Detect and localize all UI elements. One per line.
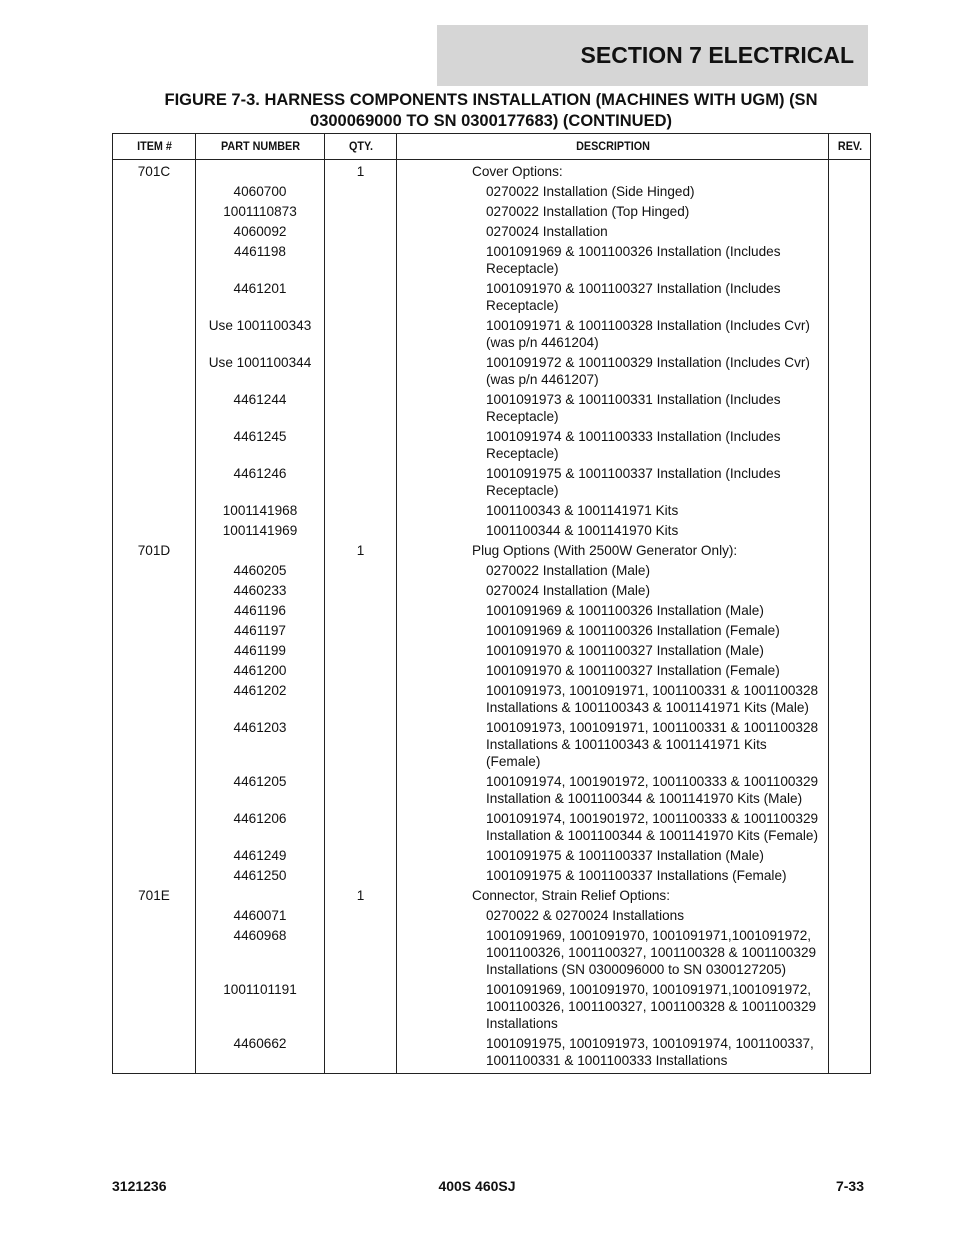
table-row [113,661,871,681]
cell-part-number: 4460662 [196,1034,325,1074]
cell-part-number: 4461198 [196,242,325,279]
cell-part-number: 4460233 [196,581,325,601]
cell-item [113,521,196,541]
cell-part-number: 4461201 [196,279,325,316]
cell-qty [325,772,397,809]
cell-item [113,427,196,464]
cell-description: 1001091975, 1001091973, 1001091974, 1001100337, 1001100331 & 1001100333 Installations [397,1034,829,1074]
table-row [113,316,871,353]
cell-description: Cover Options: [397,160,829,182]
cell-part-number: 4461205 [196,772,325,809]
cell-part-number: 4461202 [196,681,325,718]
cell-description: 0270022 Installation (Side Hinged) [397,182,829,202]
cell-part-number: Use 1001100344 [196,353,325,390]
cell-rev [829,242,871,279]
cell-item [113,501,196,521]
cell-item [113,464,196,501]
cell-part-number: 4461244 [196,390,325,427]
table-row [113,772,871,809]
cell-qty [325,521,397,541]
cell-qty [325,621,397,641]
cell-item [113,242,196,279]
cell-item [113,641,196,661]
cell-part-number: 4461197 [196,621,325,641]
cell-qty [325,718,397,772]
cell-part-number: 4060092 [196,222,325,242]
cell-description: 1001091969, 1001091970, 1001091971,1001091972, 1001100326, 1001100327, 1001100328 & 1001100329 Installations [397,980,829,1034]
cell-rev [829,222,871,242]
cell-qty [325,464,397,501]
cell-item [113,1034,196,1074]
cell-rev [829,601,871,621]
table-row [113,886,871,906]
cell-description: 1001091973 & 1001100331 Installation (Includes Receptacle) [397,390,829,427]
cell-item [113,809,196,846]
cell-rev [829,521,871,541]
cell-item [113,202,196,222]
cell-rev [829,160,871,182]
cell-qty [325,316,397,353]
cell-qty [325,601,397,621]
cell-description: 0270022 & 0270024 Installations [397,906,829,926]
table-row [113,1034,871,1074]
cell-description: 1001091974, 1001901972, 1001100333 & 1001100329 Installation & 1001100344 & 1001141970 Kits (Female) [397,809,829,846]
table-row [113,980,871,1034]
cell-part-number: 4461246 [196,464,325,501]
cell-rev [829,681,871,718]
cell-rev [829,464,871,501]
figure-title [112,90,870,132]
table-row [113,906,871,926]
section-title: SECTION 7 ELECTRICAL [580,42,854,68]
footer-page-number: 7-33 [835,1178,864,1194]
table-row [113,202,871,222]
cell-rev [829,541,871,561]
cell-qty [325,866,397,886]
table-row [113,541,871,561]
cell-rev [829,427,871,464]
cell-part-number: 1001141968 [196,501,325,521]
cell-part-number: Use 1001100343 [196,316,325,353]
cell-qty [325,182,397,202]
cell-item [113,926,196,980]
cell-description: 0270022 Installation (Top Hinged) [397,202,829,222]
table-row [113,926,871,980]
cell-rev [829,661,871,681]
cell-qty [325,427,397,464]
table-row [113,641,871,661]
table-row [113,521,871,541]
table-row [113,561,871,581]
table-row [113,242,871,279]
cell-description: 0270024 Installation [397,222,829,242]
cell-item: 701E [113,886,196,906]
cell-part-number: 4460968 [196,926,325,980]
cell-qty [325,202,397,222]
cell-qty [325,809,397,846]
cell-description: Connector, Strain Relief Options: [397,886,829,906]
cell-rev [829,926,871,980]
cell-rev [829,718,871,772]
footer-model: 400S 460SJ [438,1178,516,1194]
table-row [113,621,871,641]
figure-title-line2: 0300069000 TO SN 0300177683) (CONTINUED) [310,112,672,130]
cell-rev [829,980,871,1034]
cell-rev [829,182,871,202]
table-row [113,182,871,202]
cell-qty [325,641,397,661]
cell-qty [325,980,397,1034]
cell-part-number: 4461245 [196,427,325,464]
table-row [113,390,871,427]
cell-description: Plug Options (With 2500W Generator Only): [397,541,829,561]
cell-rev [829,866,871,886]
cell-description: 0270024 Installation (Male) [397,581,829,601]
cell-description: 1001091970 & 1001100327 Installation (Female) [397,661,829,681]
cell-rev [829,561,871,581]
cell-qty [325,926,397,980]
cell-part-number: 4460205 [196,561,325,581]
cell-rev [829,581,871,601]
table-row [113,866,871,886]
table-row [113,681,871,718]
cell-qty [325,561,397,581]
cell-item [113,182,196,202]
cell-description: 1001100343 & 1001141971 Kits [397,501,829,521]
figure-title-line1: FIGURE 7-3. HARNESS COMPONENTS INSTALLATION (MACHINES WITH UGM) (SN [164,91,818,109]
cell-item [113,222,196,242]
cell-rev [829,846,871,866]
cell-item [113,846,196,866]
cell-qty [325,353,397,390]
cell-item [113,390,196,427]
section-header [437,25,868,86]
col-header-part-number: PART NUMBER [202,134,318,160]
cell-rev [829,501,871,521]
cell-rev [829,906,871,926]
cell-part-number [196,541,325,561]
cell-rev [829,772,871,809]
cell-qty: 1 [325,541,397,561]
cell-qty [325,242,397,279]
cell-part-number: 4461206 [196,809,325,846]
cell-description: 1001091971 & 1001100328 Installation (Includes Cvr) (was p/n 4461204) [397,316,829,353]
cell-description: 1001100344 & 1001141970 Kits [397,521,829,541]
cell-rev [829,809,871,846]
cell-part-number: 4461200 [196,661,325,681]
table-row [113,222,871,242]
cell-rev [829,1034,871,1074]
cell-item [113,353,196,390]
parts-table [112,133,871,1074]
cell-description: 1001091970 & 1001100327 Installation (Male) [397,641,829,661]
cell-qty: 1 [325,160,397,182]
cell-part-number: 1001110873 [196,202,325,222]
cell-description: 1001091972 & 1001100329 Installation (Includes Cvr) (was p/n 4461207) [397,353,829,390]
col-header-qty: QTY. [328,134,393,160]
cell-rev [829,621,871,641]
col-header-description: DESCRIPTION [418,134,807,160]
cell-part-number: 4460071 [196,906,325,926]
cell-rev [829,886,871,906]
cell-item [113,601,196,621]
cell-item [113,980,196,1034]
cell-part-number: 4461199 [196,641,325,661]
cell-qty [325,846,397,866]
cell-rev [829,641,871,661]
table-row [113,464,871,501]
cell-description: 1001091969, 1001091970, 1001091971,1001091972, 1001100326, 1001100327, 1001100328 & 1001100329 Installations (SN 0300096000 to SN 0300127205) [397,926,829,980]
cell-item [113,866,196,886]
table-row [113,279,871,316]
col-header-rev: REV. [831,134,869,160]
table-row [113,160,871,182]
cell-rev [829,316,871,353]
cell-rev [829,202,871,222]
cell-item [113,681,196,718]
table-row [113,718,871,772]
cell-item [113,906,196,926]
cell-qty [325,1034,397,1074]
cell-part-number [196,160,325,182]
cell-qty [325,681,397,718]
table-row [113,846,871,866]
cell-description: 1001091973, 1001091971, 1001100331 & 1001100328 Installations & 1001100343 & 1001141971 Kits (Male) [397,681,829,718]
cell-part-number: 4461249 [196,846,325,866]
cell-item [113,561,196,581]
cell-item: 701C [113,160,196,182]
cell-description: 1001091975 & 1001100337 Installations (Female) [397,866,829,886]
cell-part-number: 4461203 [196,718,325,772]
table-row [113,427,871,464]
parts-table-body [113,160,871,1074]
table-row [113,581,871,601]
table-row [113,809,871,846]
cell-qty [325,222,397,242]
cell-part-number: 1001101191 [196,980,325,1034]
cell-part-number: 4060700 [196,182,325,202]
cell-part-number [196,886,325,906]
cell-description: 1001091975 & 1001100337 Installation (Includes Receptacle) [397,464,829,501]
cell-rev [829,390,871,427]
cell-description: 1001091974, 1001901972, 1001100333 & 1001100329 Installation & 1001100344 & 1001141970 Kits (Male) [397,772,829,809]
cell-qty [325,390,397,427]
cell-description: 1001091974 & 1001100333 Installation (Includes Receptacle) [397,427,829,464]
cell-description: 1001091969 & 1001100326 Installation (Female) [397,621,829,641]
cell-qty [325,581,397,601]
table-row [113,353,871,390]
cell-description: 1001091969 & 1001100326 Installation (Male) [397,601,829,621]
table-row [113,501,871,521]
cell-part-number: 1001141969 [196,521,325,541]
table-header-row [113,134,871,160]
cell-description: 1001091970 & 1001100327 Installation (Includes Receptacle) [397,279,829,316]
cell-item: 701D [113,541,196,561]
cell-item [113,279,196,316]
cell-part-number: 4461196 [196,601,325,621]
col-header-item: ITEM # [117,134,192,160]
cell-qty [325,661,397,681]
cell-item [113,661,196,681]
cell-rev [829,353,871,390]
cell-rev [829,279,871,316]
cell-qty [325,279,397,316]
cell-item [113,621,196,641]
cell-description: 1001091975 & 1001100337 Installation (Male) [397,846,829,866]
cell-part-number: 4461250 [196,866,325,886]
cell-description: 1001091969 & 1001100326 Installation (Includes Receptacle) [397,242,829,279]
cell-item [113,316,196,353]
cell-qty: 1 [325,886,397,906]
footer-doc-number: 3121236 [112,1178,167,1194]
cell-item [113,772,196,809]
cell-item [113,581,196,601]
cell-description: 0270022 Installation (Male) [397,561,829,581]
cell-qty [325,501,397,521]
cell-description: 1001091973, 1001091971, 1001100331 & 1001100328 Installations & 1001100343 & 1001141971 Kits (Female) [397,718,829,772]
table-row [113,601,871,621]
cell-item [113,718,196,772]
cell-qty [325,906,397,926]
